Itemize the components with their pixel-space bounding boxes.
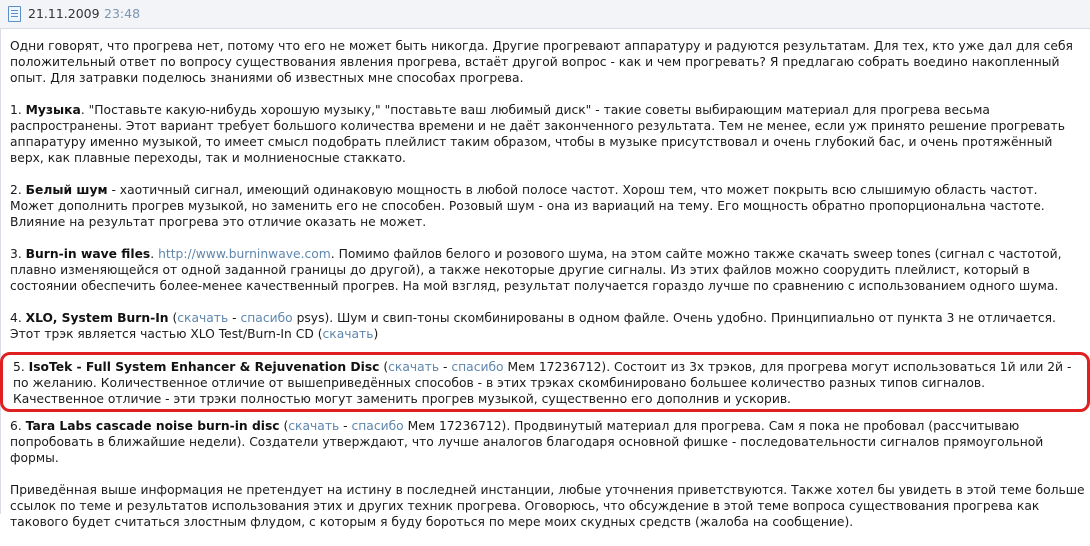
item-text: . "Поставьте какую-нибудь хорошую музыку," "поставьте ваш любимый диск" - такие советы выбирающим материал для прогрева весьма распространены. Этот вариант требует большого количества времени и не даёт законченного результата. Тем не менее, если уж принято решение прогревать аппаратуру именно музыкой, то имеет смысл подобрать плейлист таким образом, чтобы в музыке присутствовал и очень глубокий бас, и очень протяжённый верх, как плавные переходы, так и молниеносные стаккато. xyxy=(10,103,1065,165)
document-icon xyxy=(8,6,21,22)
outro-paragraph: Приведённая выше информация не претендует на истину в последней инстанции, любые уточнения приветствуются. Также хотел бы увидеть в этой теме больше ссылок по теме и результатов использования этих и других техник прогрева. Оговорюсь, что обсуждение в этой теме вопроса существования прогрева как такового будет считаться злостным флудом, с которым я буду бороться по мере моих скудных средств (жалоба на сообщение). xyxy=(10,483,1085,529)
download-link[interactable]: скачать xyxy=(288,419,340,433)
post-date: 21.11.2009 xyxy=(28,6,100,21)
download-cd-link[interactable]: скачать xyxy=(322,327,374,341)
link-separator: - xyxy=(228,311,241,325)
item-title: XLO, System Burn-In xyxy=(25,311,169,325)
download-link[interactable]: скачать xyxy=(388,360,440,374)
post-header xyxy=(0,0,1090,29)
item-number: 2. xyxy=(10,183,22,197)
item-close: ) xyxy=(373,327,379,341)
item-title: Tara Labs cascade noise burn-in disc xyxy=(25,419,280,433)
item-title: Музыка xyxy=(25,103,81,117)
item-number: 1. xyxy=(10,103,22,117)
item-text: psys). Шум и свип-тоны скомбинированы в одном файле. Очень удобно. Принципиально от пункта 3 не отличается. Этот трэк является частью XLO Test/Burn-In CD ( xyxy=(10,311,1056,341)
item-title: Burn-in wave files xyxy=(25,247,151,261)
item-text: Мем 17236712). Состоит из 3х трэков, для прогрева могут использоваться 1й или 2й - по желанию. Количественное отличие от вышеприведённых способов - в этих трэках скомбинировано большее количество разных типов сигналов. Качественное отличие - эти трэки полностью могут заменить прогрев музыкой, существенно его дополнив и ускорив. xyxy=(13,360,1072,406)
item-text: . Помимо файлов белого и розового шума, на этом сайте можно также скачать sweep tones (сигнал с частотой, плавно изменяющейся от одной заданной границы до другой), а также некоторые другие сигналы. Из этих файлов можно соорудить плейлист, который в состоянии обеспечить более-менее качественный прогрев. На мой взгляд, результат получается гораздо лучше по сравнению с использованием одного шума. xyxy=(10,247,1062,293)
item-sep: . xyxy=(150,247,159,261)
item-number: 5. xyxy=(13,360,25,374)
item-xlo xyxy=(10,310,1085,342)
item-white-noise xyxy=(10,182,1085,230)
item-text: - хаотичный сигнал, имеющий одинаковую мощность в любой полосе частот. Хорош тем, что может покрыть всю слышимую область частот. Может дополнить прогрев музыкой, но заменить его не способен. Розовый шум - она из вариаций на тему. Его мощность обратно пропорциональна частоте. Влияние на результат прогрева это отличие оказать не может. xyxy=(10,183,1045,229)
link-separator: - xyxy=(339,419,352,433)
post-time: 23:48 xyxy=(104,6,141,21)
item-title: Белый шум xyxy=(25,183,108,197)
thanks-link[interactable]: спасибо xyxy=(451,360,504,374)
item-burnin-wave xyxy=(10,246,1085,294)
highlighted-item-isotek xyxy=(0,352,1090,412)
item-title: IsoTek - Full System Enhancer & Rejuvenation Disc xyxy=(28,360,380,374)
item-number: 3. xyxy=(10,247,22,261)
post-body xyxy=(10,38,1085,546)
item-open: ( xyxy=(168,311,178,325)
thanks-link[interactable]: спасибо xyxy=(240,311,293,325)
link-separator: - xyxy=(439,360,452,374)
item-tara-labs xyxy=(10,418,1085,466)
post-left-border xyxy=(0,28,1,514)
thanks-link[interactable]: спасибо xyxy=(351,419,404,433)
burninwave-link[interactable]: http://www.burninwave.com xyxy=(158,247,331,261)
item-text: Мем 17236712). Продвинутый материал для прогрева. Сам я пока не пробовал (рассчитываю попробовать в ближайшие недели). Создатели утверждают, что лучше аналогов благодаря основной фишке - последовательности сигналов прямоугольной формы. xyxy=(10,419,1044,465)
download-link[interactable]: скачать xyxy=(177,311,229,325)
item-open: ( xyxy=(379,360,389,374)
item-open: ( xyxy=(279,419,289,433)
item-number: 6. xyxy=(10,419,22,433)
item-music xyxy=(10,102,1085,166)
intro-paragraph: Одни говорят, что прогрева нет, потому что его не может быть никогда. Другие прогревают аппаратуру и радуются результатам. Для тех, кто уже дал для себя положительный ответ по вопросу существования явления прогрева, встаёт другой вопрос - как и чем прогревать? Я предлагаю собрать воедино накопленный опыт. Для затравки поделюсь знаниями об известных мне способах прогрева. xyxy=(10,39,1073,85)
item-number: 4. xyxy=(10,311,22,325)
